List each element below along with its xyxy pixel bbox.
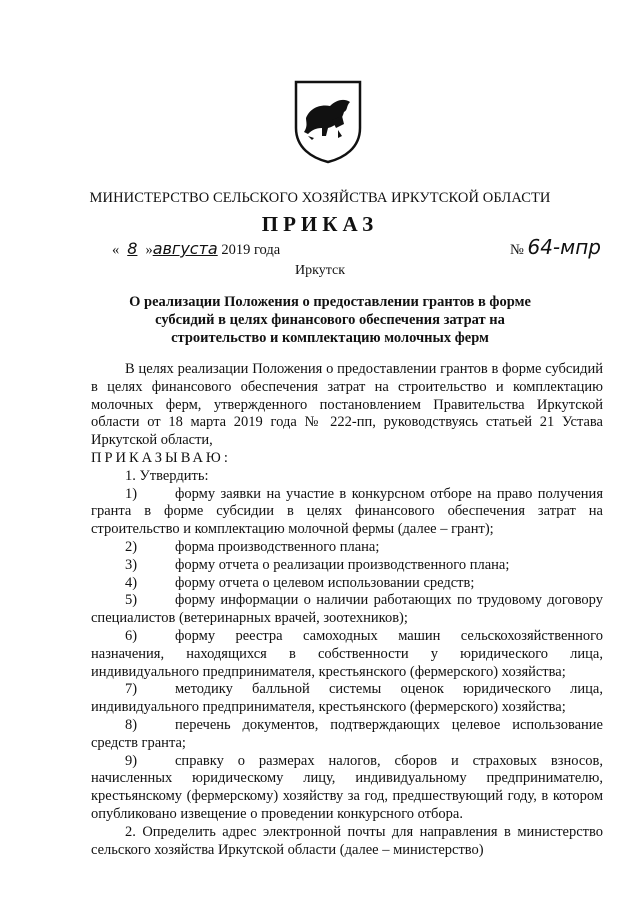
- list-item-number: 9): [125, 752, 138, 769]
- number-value: 64-мпр: [527, 235, 601, 259]
- order-date: [112, 239, 280, 259]
- list-item-number: 6): [125, 627, 138, 644]
- list-item: [91, 681, 603, 717]
- list-item-text: справку о размерах налогов, сборов и страховых взносов, начисленных юридическому лицу, индивидуальному предпринимателю, крестьянскому (фермерскому) хозяйству за год, предшествующий году, в котором опубликовано извещение о проведении конкурсного отбора.: [91, 752, 603, 822]
- list-item-number: 2): [125, 538, 138, 555]
- point-1: 1. Утвердить:: [125, 467, 209, 484]
- point-2: 2. Определить адрес электронной почты для направления в министерство сельского хозяйства Иркутской области (далее – министерство): [91, 823, 603, 858]
- list-item: [91, 628, 603, 681]
- list-item-text: методику балльной системы оценок юридического лица, индивидуального предпринимателя, крестьянского (фермерского) хозяйства;: [91, 681, 603, 716]
- list-item-number: 7): [125, 681, 138, 698]
- order-title: ПРИКАЗ: [261, 212, 379, 236]
- date-close-quote: »: [145, 242, 153, 258]
- date-day: 8: [127, 239, 138, 258]
- list-item: [91, 717, 603, 753]
- date-year: 2019 года: [221, 242, 281, 258]
- order-number: [510, 235, 601, 259]
- list-item-number: 4): [125, 574, 138, 591]
- list-item: [91, 557, 603, 575]
- order-subject: О реализации Положения о предоставлении грантов в форме субсидий в целях финансового обеспечения затрат на строительство и комплектацию молочных ферм: [129, 294, 531, 346]
- list-item: [91, 539, 603, 557]
- list-item-text: форму заявки на участие в конкурсном отборе на право получения гранта в форме субсидии в целях финансового обеспечения затрат на строительство и комплектацию молочной фермы (далее – грант);: [91, 485, 603, 538]
- list-item: [91, 753, 603, 824]
- list-item-text: перечень документов, подтверждающих целевое использование средств гранта;: [91, 716, 603, 751]
- date-open-quote: «: [112, 242, 120, 258]
- list-item-text: форму информации о наличии работающих по трудовому договору специалистов (ветеринарных врачей, зоотехников);: [91, 592, 603, 627]
- coat-of-arms-icon: [292, 78, 364, 164]
- list-item: [91, 575, 603, 593]
- item-list: [91, 486, 603, 824]
- list-item: [91, 486, 603, 539]
- preamble: В целях реализации Положения о предоставлении грантов в форме субсидий в целях финансового обеспечения затрат на строительство и комплектацию молочных ферм, утвержденного постановлением Правительства Иркутской области от 18 марта 2019 года № 222-пп, руководствуясь статьей 21 Устава Иркутской области,: [91, 361, 603, 449]
- list-item: [91, 592, 603, 628]
- list-item-number: 1): [125, 485, 138, 502]
- list-item-number: 8): [125, 716, 138, 733]
- city: Иркутск: [294, 263, 346, 278]
- list-item-text: форма производственного плана;: [175, 538, 380, 555]
- list-item-number: 3): [125, 556, 138, 573]
- list-item-text: форму отчета о целевом использовании средств;: [175, 574, 475, 591]
- list-item-text: форму реестра самоходных машин сельскохозяйственного назначения, находящихся в собственности у юридического лица, индивидуального предпринимателя, крестьянского (фермерского) хозяйства;: [91, 627, 603, 680]
- list-item-number: 5): [125, 592, 138, 609]
- order-body: [91, 361, 603, 859]
- date-month: августа: [152, 239, 218, 258]
- list-item-text: форму отчета о реализации производственного плана;: [175, 556, 510, 573]
- ministry-name: МИНИСТЕРСТВО СЕЛЬСКОГО ХОЗЯЙСТВА ИРКУТСКОЙ ОБЛАСТИ: [89, 190, 551, 206]
- order-word: ПРИКАЗЫВАЮ:: [91, 449, 231, 466]
- number-label: №: [510, 242, 524, 258]
